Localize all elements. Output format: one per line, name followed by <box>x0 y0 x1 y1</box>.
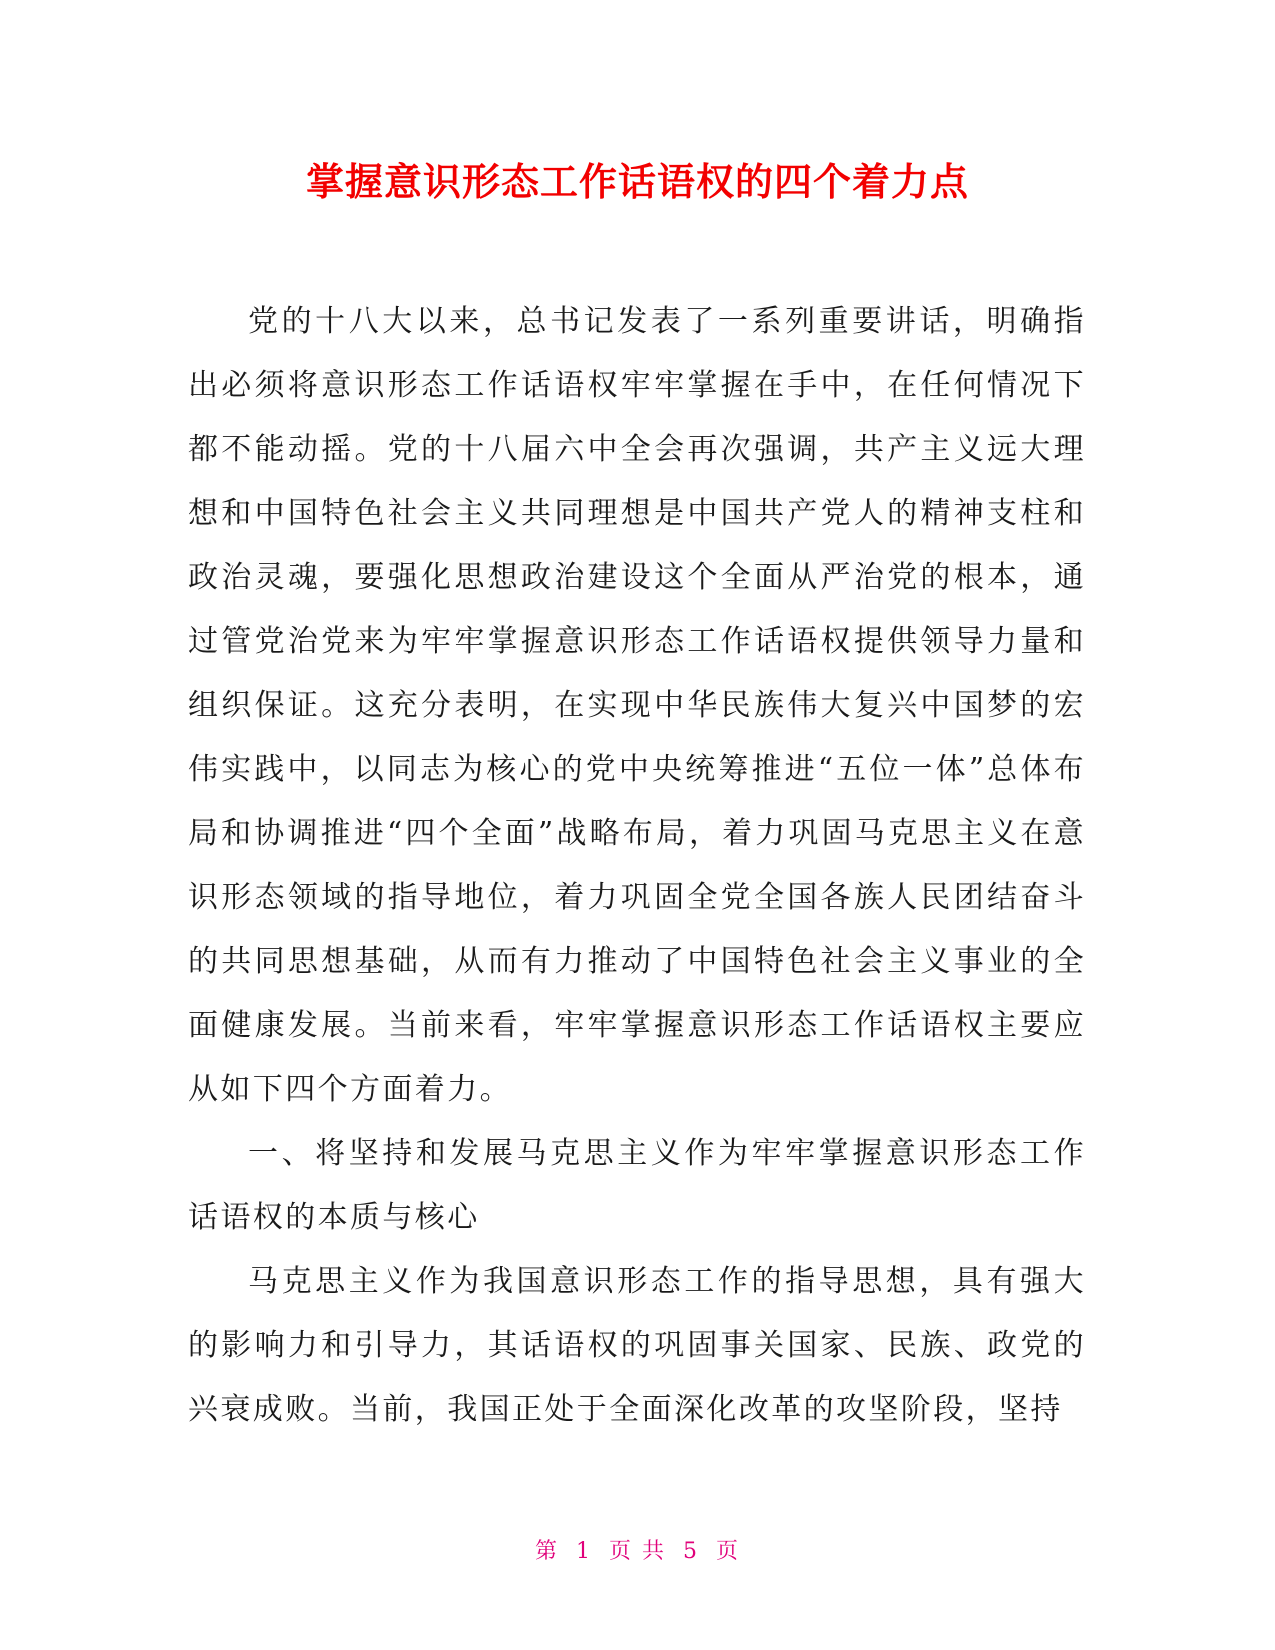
page-number-footer <box>0 1537 1275 1567</box>
footer-total-pages: 5 <box>683 1539 699 1564</box>
document-body <box>188 290 1086 1442</box>
footer-prefix: 第 <box>534 1539 559 1564</box>
footer-middle: 页 共 <box>609 1539 666 1564</box>
footer-current-page: 1 <box>576 1539 592 1564</box>
section-1-paragraph: 马克思主义作为我国意识形态工作的指导思想，具有强大的影响力和引导力，其话语权的巩固事关国家、民族、政党的兴衰成败。当前，我国正处于全面深化改革的攻坚阶段，坚持 <box>188 1264 1086 1427</box>
footer-suffix: 页 <box>716 1539 741 1564</box>
document-title: 掌握意识形态工作话语权的四个着力点 <box>305 160 969 204</box>
section-heading-1: 一、将坚持和发展马克思主义作为牢牢掌握意识形态工作话语权的本质与核心 <box>188 1136 1086 1235</box>
intro-paragraph: 党的十八大以来，总书记发表了一系列重要讲话，明确指出必须将意识形态工作话语权牢牢掌握在手中，在任何情况下都不能动摇。党的十八届六中全会再次强调，共产主义远大理想和中国特色社会主义共同理想是中国共产党人的精神支柱和政治灵魂，要强化思想政治建设这个全面从严治党的根本，通过管党治党来为牢牢掌握意识形态工作话语权提供领导力量和组织保证。这充分表明，在实现中华民族伟大复兴中国梦的宏伟实践中，以同志为核心的党中央统筹推进“五位一体”总体布局和协调推进“四个全面”战略布局，着力巩固马克思主义在意识形态领域的指导地位，着力巩固全党全国各族人民团结奋斗的共同思想基础，从而有力推动了中国特色社会主义事业的全面健康发展。当前来看，牢牢掌握意识形态工作话语权主要应从如下四个方面着力。 <box>188 304 1086 1107</box>
